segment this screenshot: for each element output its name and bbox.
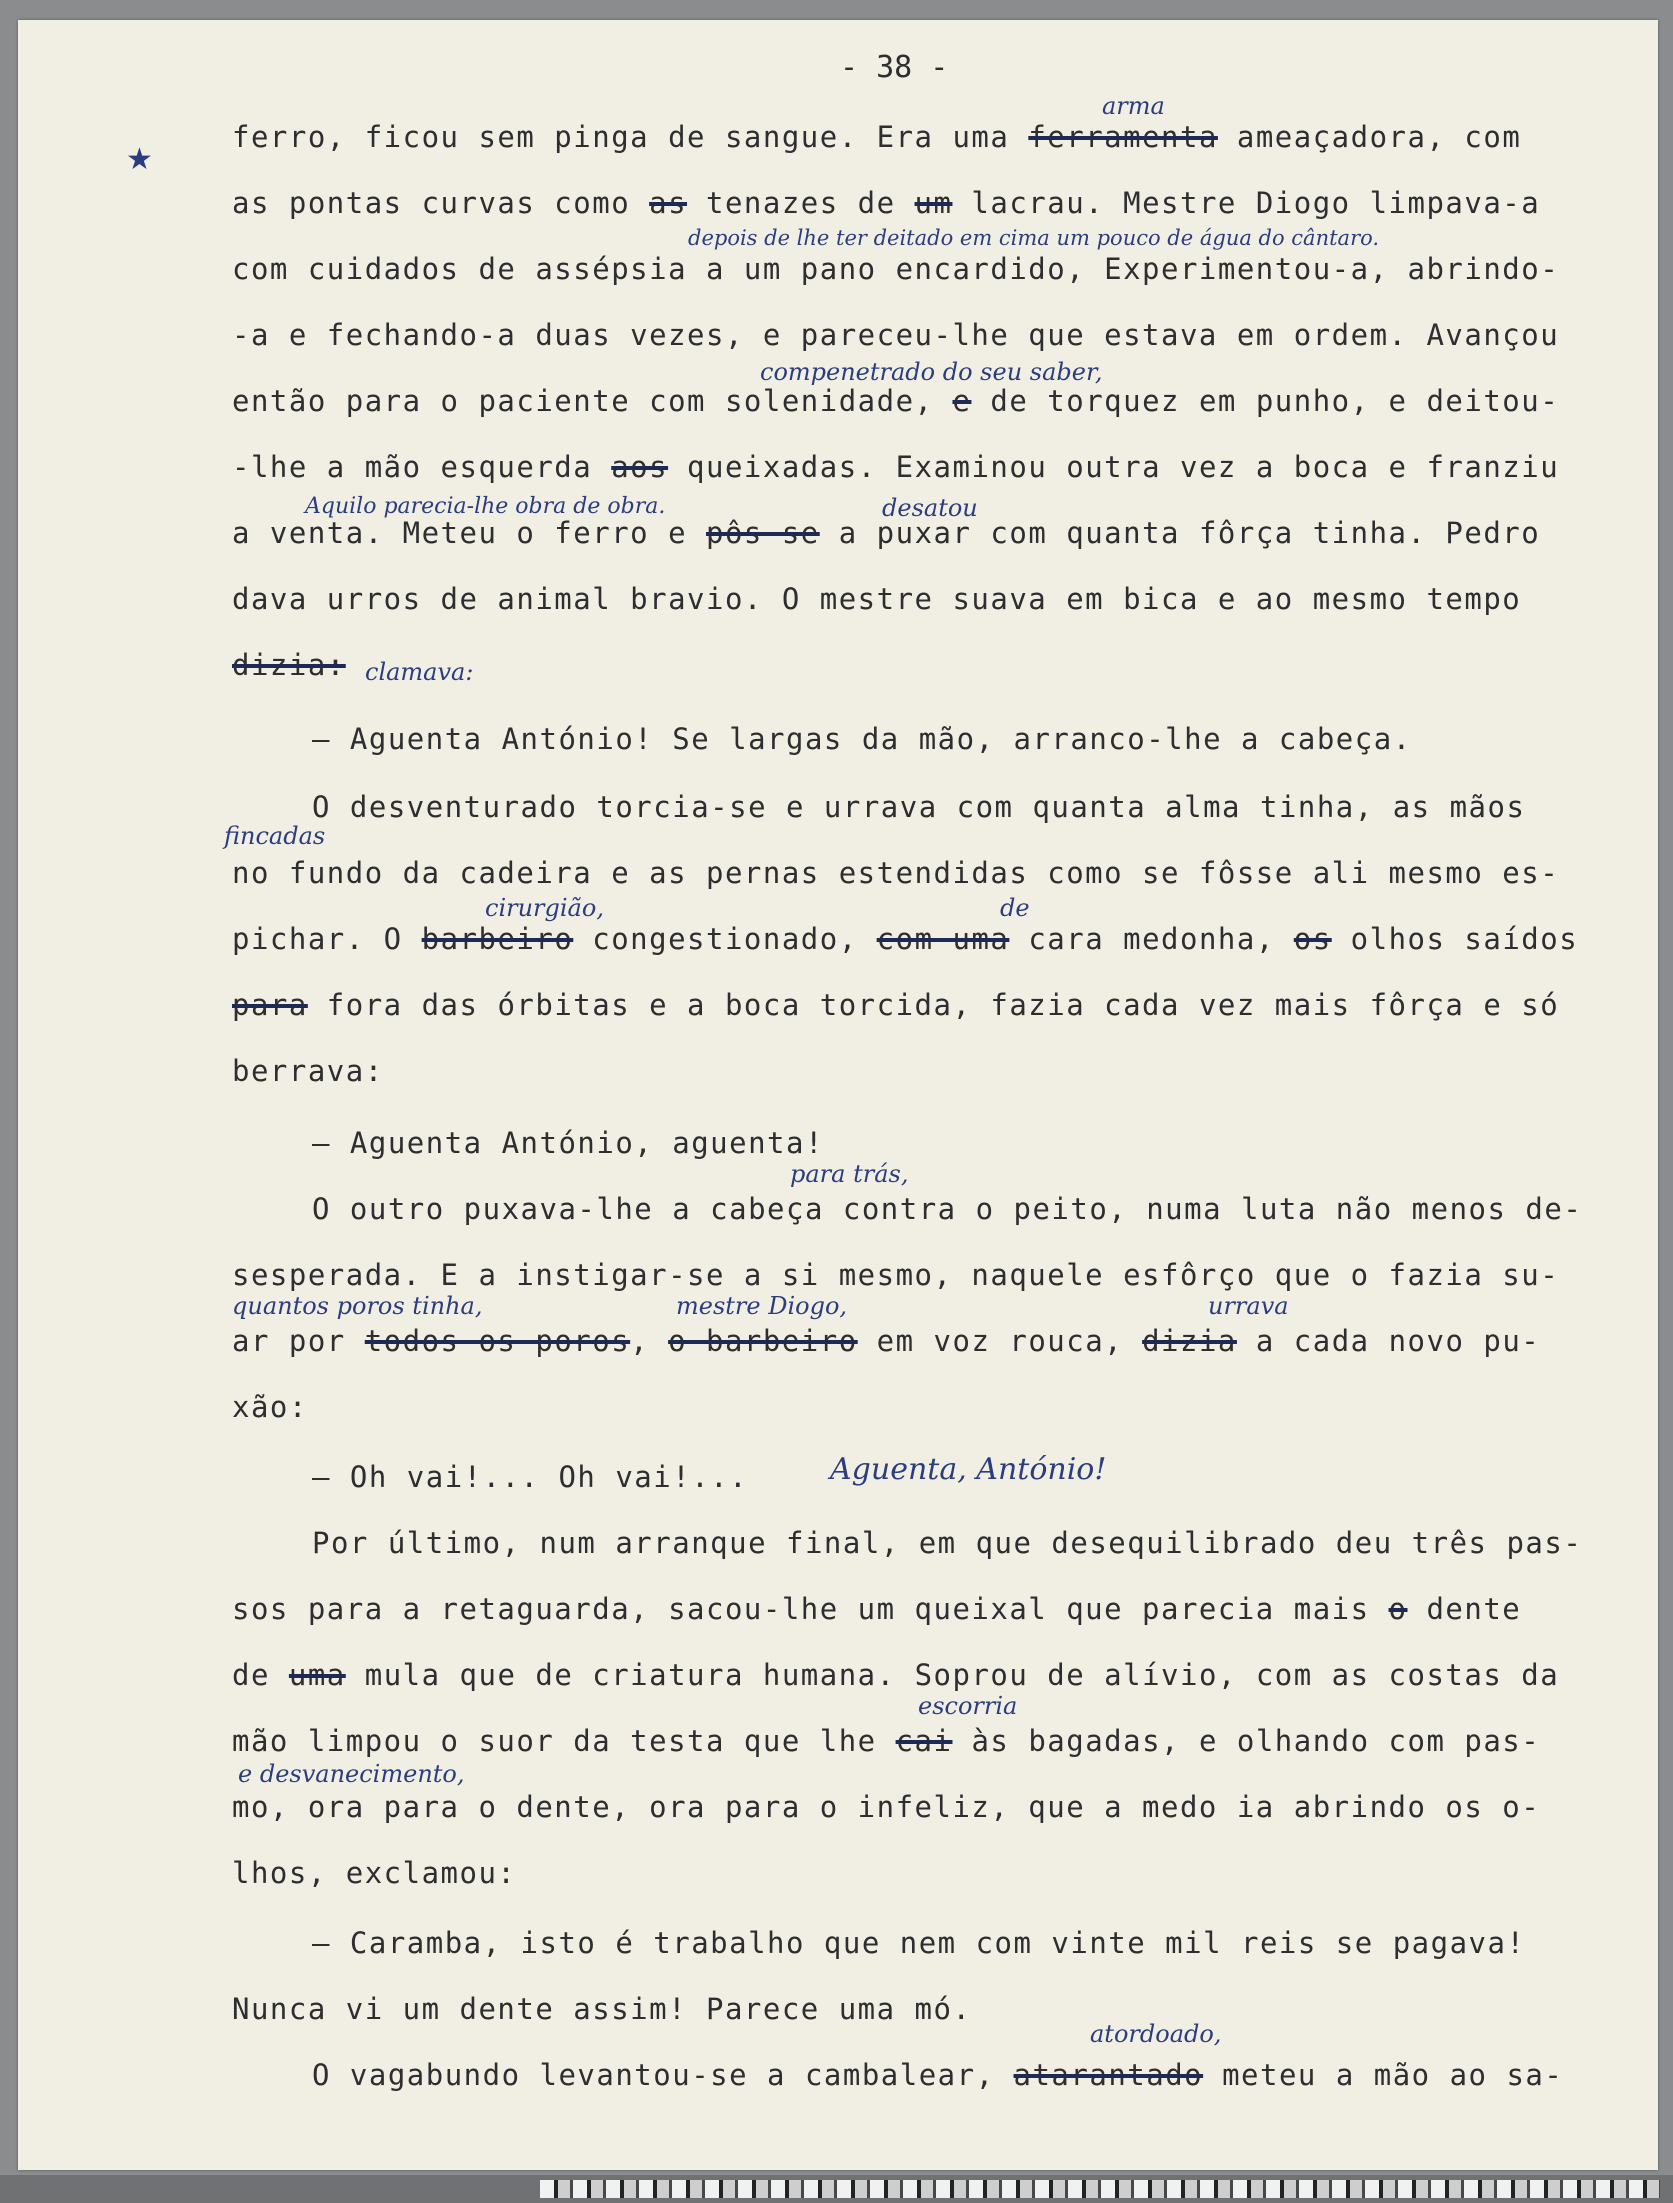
text-line-16: — Aguenta António, aguenta!	[312, 1126, 824, 1160]
text-line-7: a venta. Meteu o ferro e pôs-se a puxar com quanta fôrça tinha. Pedro	[232, 516, 1541, 550]
text-line-20: xão:	[232, 1390, 308, 1424]
text-line-10: — Aguenta António! Se largas da mão, arranco-lhe a cabeça.	[312, 722, 1412, 756]
handwritten-insert: depois de lhe ter deitado em cima um pouco de água do cântaro.	[688, 226, 1380, 250]
text-line-26: mo, ora para o dente, ora para o infeliz, que a medo ia abrindo os o-	[232, 1790, 1541, 1824]
handwritten-insert: atordoado,	[1090, 2020, 1222, 2048]
text-line-9: dizia:	[232, 648, 346, 682]
text-line-28: — Caramba, isto é trabalho que nem com vinte mil reis se pagava!	[312, 1926, 1526, 1960]
text-line-17: O outro puxava-lhe a cabeça contra o peito, numa luta não menos de-	[312, 1192, 1583, 1226]
handwritten-insert: e desvanecimento,	[238, 1760, 465, 1788]
text-line-30: O vagabundo levantou-se a cambalear, atarantado meteu a mão ao sa-	[312, 2058, 1564, 2092]
text-line-25: mão limpou o suor da testa que lhe cai às bagadas, e olhando com pas-	[232, 1724, 1541, 1758]
text-line-8: dava urros de animal bravio. O mestre suava em bica e ao mesmo tempo	[232, 582, 1522, 616]
handwritten-insert: desatou	[882, 494, 978, 522]
handwritten-insert: cirurgião,	[485, 894, 604, 922]
handwritten-insert: compenetrado do seu saber,	[760, 358, 1103, 386]
margin-mark-icon: ★	[126, 142, 153, 177]
text-line-11: O desventurado torcia-se e urrava com quanta alma tinha, as mãos	[312, 790, 1526, 824]
text-line-12: no fundo da cadeira e as pernas estendidas como se fôsse ali mesmo es-	[232, 856, 1560, 890]
text-line-22: Por último, num arranque final, em que desequilibrado deu três pas-	[312, 1526, 1583, 1560]
text-line-29: Nunca vi um dente assim! Parece uma mó.	[232, 1992, 972, 2026]
handwritten-insert: quantos poros tinha,	[232, 1292, 483, 1320]
text-line-23: sos para a retaguarda, sacou-lhe um queixal que parecia mais o dente	[232, 1592, 1522, 1626]
handwritten-insert: clamava:	[365, 658, 474, 686]
text-line-5: então para o paciente com solenidade, e de torquez em punho, e deitou-	[232, 384, 1560, 418]
text-line-6: -lhe a mão esquerda aos queixadas. Examinou outra vez a boca e franziu	[232, 450, 1560, 484]
text-line-27: lhos, exclamou:	[232, 1856, 517, 1890]
text-line-3: com cuidados de assépsia a um pano encardido, Experimentou-a, abrindo-	[232, 252, 1560, 286]
handwritten-insert: urrava	[1208, 1292, 1289, 1320]
handwritten-insert: fincadas	[224, 822, 326, 850]
page-number: - 38 -	[840, 50, 949, 85]
text-line-13: pichar. O barbeiro congestionado, com uma cara medonha, os olhos saídos	[232, 922, 1579, 956]
handwritten-insert: mestre Diogo,	[676, 1292, 848, 1320]
text-line-1: ferro, ficou sem pinga de sangue. Era uma ferramenta ameaçadora, com	[232, 120, 1522, 154]
text-line-14: para fora das órbitas e a boca torcida, fazia cada vez mais fôrça e só	[232, 988, 1560, 1022]
handwritten-insert: arma	[1102, 92, 1165, 120]
handwritten-insert: escorria	[918, 1692, 1018, 1720]
text-line-4: -a e fechando-a duas vezes, e pareceu-lhe que estava em ordem. Avançou	[232, 318, 1560, 352]
handwritten-insert: de	[1000, 894, 1030, 922]
text-line-18: sesperada. E a instigar-se a si mesmo, naquele esfôrço que o fazia su-	[232, 1258, 1560, 1292]
text-line-15: berrava:	[232, 1054, 384, 1088]
handwritten-insert: Aguenta, António!	[830, 1452, 1107, 1487]
handwritten-insert: para trás,	[790, 1160, 909, 1188]
text-line-24: de uma mula que de criatura humana. Soprou de alívio, com as costas da	[232, 1658, 1560, 1692]
text-line-21: — Oh vai!... Oh vai!...	[312, 1460, 749, 1494]
text-line-19: ar por todos os poros, o barbeiro em voz rouca, dizia a cada novo pu-	[232, 1324, 1541, 1358]
color-calibration-ruler	[540, 2180, 1660, 2198]
text-line-2: as pontas curvas como as tenazes de um lacrau. Mestre Diogo limpava-a	[232, 186, 1541, 220]
handwritten-insert: Aquilo parecia-lhe obra de obra.	[305, 494, 666, 519]
